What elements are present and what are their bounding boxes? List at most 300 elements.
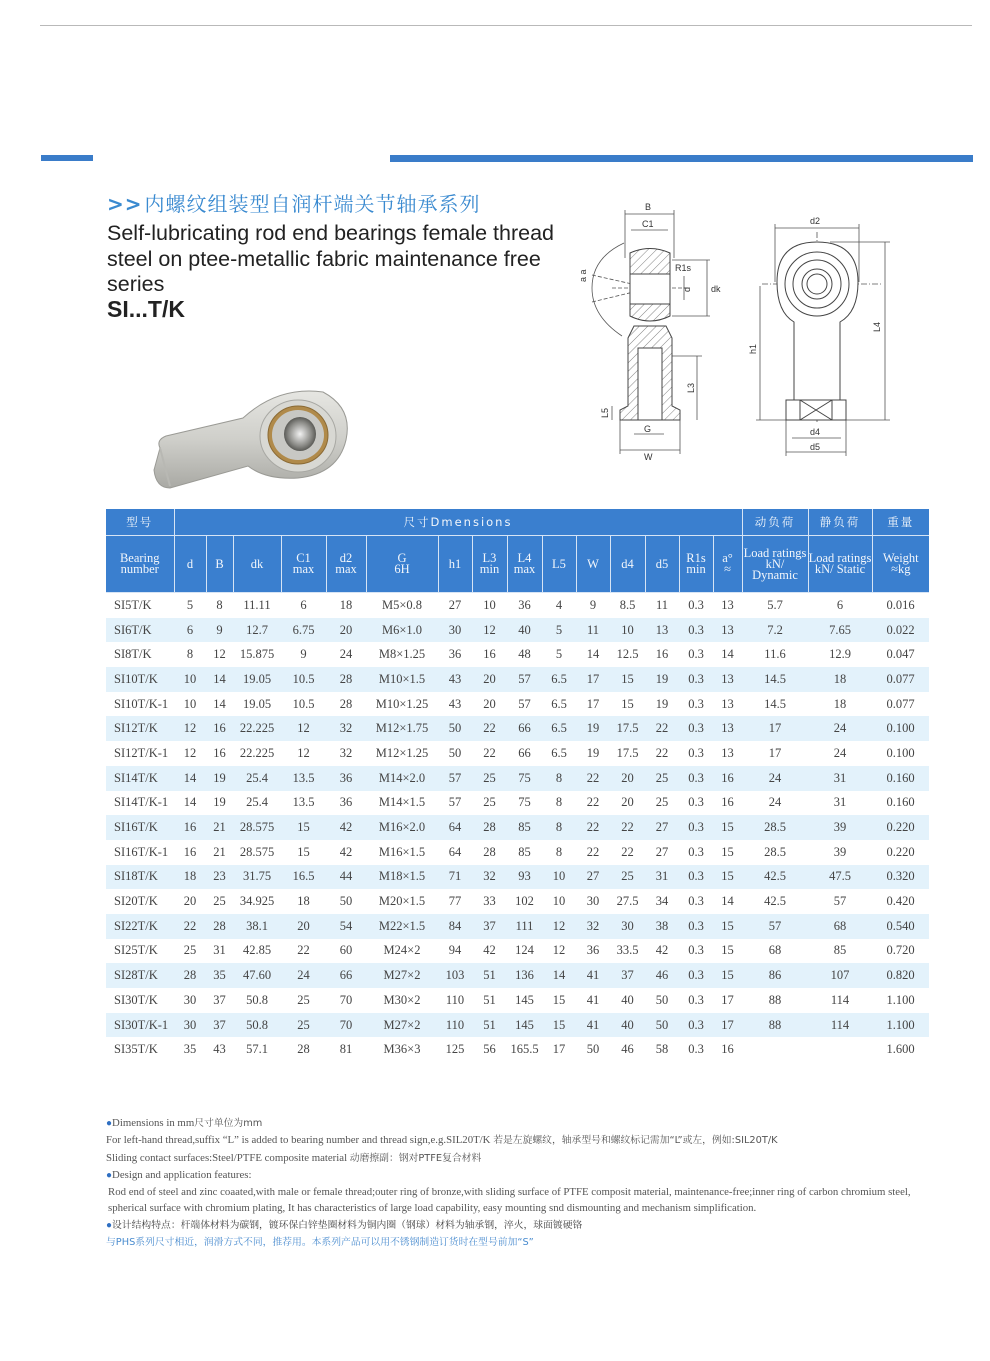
value-cell: 51 bbox=[472, 988, 507, 1013]
value-cell: 125 bbox=[438, 1037, 472, 1062]
value-cell: 114 bbox=[808, 1013, 872, 1038]
value-cell: 22 bbox=[576, 840, 610, 865]
value-cell: 27 bbox=[438, 593, 472, 618]
value-cell: 0.3 bbox=[679, 914, 713, 939]
value-cell: 19.05 bbox=[233, 692, 281, 717]
svg-text:dk: dk bbox=[711, 284, 721, 294]
value-cell: 28 bbox=[472, 815, 507, 840]
value-cell: 19 bbox=[645, 692, 679, 717]
value-cell: 0.420 bbox=[872, 889, 929, 914]
table-row bbox=[106, 939, 929, 964]
value-cell: 22 bbox=[576, 766, 610, 791]
value-cell: 0.3 bbox=[679, 593, 713, 618]
value-cell: M10×1.25 bbox=[366, 692, 438, 717]
value-cell: 0.220 bbox=[872, 815, 929, 840]
value-cell: 25 bbox=[610, 865, 645, 890]
value-cell: 20 bbox=[174, 889, 206, 914]
value-cell: M36×3 bbox=[366, 1037, 438, 1062]
value-cell: 93 bbox=[507, 865, 542, 890]
table-row bbox=[106, 716, 929, 741]
value-cell: M12×1.75 bbox=[366, 716, 438, 741]
value-cell: 43 bbox=[206, 1037, 233, 1062]
value-cell: 5.7 bbox=[742, 593, 808, 618]
value-cell: 68 bbox=[742, 939, 808, 964]
table-row bbox=[106, 963, 929, 988]
value-cell: 37 bbox=[206, 1013, 233, 1038]
value-cell: M16×1.5 bbox=[366, 840, 438, 865]
value-cell: 30 bbox=[174, 1013, 206, 1038]
bearing-number-cell: SI16T/K-1 bbox=[106, 840, 174, 865]
bearing-number-cell: SI12T/K bbox=[106, 716, 174, 741]
column-header: d5 bbox=[645, 536, 679, 593]
value-cell: 15 bbox=[610, 692, 645, 717]
value-cell: 5 bbox=[542, 618, 576, 643]
value-cell: 0.3 bbox=[679, 1013, 713, 1038]
header-model-cn: 型号 bbox=[106, 509, 174, 536]
value-cell: 30 bbox=[576, 889, 610, 914]
value-cell: 42 bbox=[326, 815, 366, 840]
value-cell: 25 bbox=[645, 766, 679, 791]
value-cell: 64 bbox=[438, 815, 472, 840]
value-cell: 4 bbox=[542, 593, 576, 618]
value-cell: 16 bbox=[174, 815, 206, 840]
value-cell: 50.8 bbox=[233, 1013, 281, 1038]
value-cell: 36 bbox=[326, 791, 366, 816]
table-row bbox=[106, 840, 929, 865]
bearing-number-cell: SI5T/K bbox=[106, 593, 174, 618]
value-cell: 20 bbox=[326, 618, 366, 643]
bullet-icon: ● bbox=[106, 1219, 113, 1231]
value-cell: 145 bbox=[507, 1013, 542, 1038]
accent-bar-right bbox=[390, 155, 973, 162]
svg-text:G: G bbox=[644, 424, 652, 434]
value-cell: 41 bbox=[576, 963, 610, 988]
column-header: d4 bbox=[610, 536, 645, 593]
value-cell: 28 bbox=[206, 914, 233, 939]
value-cell: 40 bbox=[610, 1013, 645, 1038]
top-rule bbox=[40, 25, 972, 26]
value-cell: 22 bbox=[472, 716, 507, 741]
value-cell: 9 bbox=[281, 642, 326, 667]
value-cell: 47.5 bbox=[808, 865, 872, 890]
value-cell: 14.5 bbox=[742, 667, 808, 692]
value-cell: 1.100 bbox=[872, 988, 929, 1013]
value-cell: 165.5 bbox=[507, 1037, 542, 1062]
value-cell: 13 bbox=[645, 618, 679, 643]
label-B: B bbox=[645, 202, 652, 212]
side-section-diagram bbox=[572, 198, 748, 462]
title-en: Self-lubricating rod end bearings female thread steel on ptee-metallic fabric maintenance free series bbox=[107, 221, 554, 296]
svg-text:L5: L5 bbox=[600, 407, 610, 418]
value-cell: 0.3 bbox=[679, 988, 713, 1013]
value-cell: 16 bbox=[645, 642, 679, 667]
value-cell: 22.225 bbox=[233, 716, 281, 741]
svg-text:R1s: R1s bbox=[675, 263, 692, 273]
value-cell: 37 bbox=[472, 914, 507, 939]
value-cell: 39 bbox=[808, 840, 872, 865]
value-cell: 9 bbox=[206, 618, 233, 643]
value-cell: 46 bbox=[645, 963, 679, 988]
column-header: d2 max bbox=[326, 536, 366, 593]
column-header: L5 bbox=[542, 536, 576, 593]
value-cell: 16 bbox=[206, 716, 233, 741]
header-dynamic-cn: 动负荷 bbox=[742, 509, 808, 536]
value-cell: 15 bbox=[713, 939, 742, 964]
svg-text:L4: L4 bbox=[872, 321, 882, 332]
value-cell: 10 bbox=[542, 889, 576, 914]
value-cell: 12 bbox=[472, 618, 507, 643]
column-header: B bbox=[206, 536, 233, 593]
table-row bbox=[106, 1013, 929, 1038]
value-cell: 22 bbox=[472, 741, 507, 766]
value-cell: 25 bbox=[281, 988, 326, 1013]
value-cell: 8 bbox=[542, 791, 576, 816]
value-cell: 22 bbox=[576, 815, 610, 840]
value-cell: 10.5 bbox=[281, 692, 326, 717]
value-cell: M30×2 bbox=[366, 988, 438, 1013]
value-cell: 0.3 bbox=[679, 1037, 713, 1062]
value-cell: 25 bbox=[281, 1013, 326, 1038]
value-cell: 48 bbox=[507, 642, 542, 667]
header-static-cn: 静负荷 bbox=[808, 509, 872, 536]
table-row bbox=[106, 889, 929, 914]
bearing-number-cell: SI10T/K bbox=[106, 667, 174, 692]
value-cell: 27.5 bbox=[610, 889, 645, 914]
value-cell: 16 bbox=[472, 642, 507, 667]
value-cell: 19 bbox=[576, 741, 610, 766]
value-cell: 33.5 bbox=[610, 939, 645, 964]
value-cell: 35 bbox=[174, 1037, 206, 1062]
table-row bbox=[106, 692, 929, 717]
value-cell: 16 bbox=[174, 840, 206, 865]
value-cell: 31 bbox=[808, 791, 872, 816]
value-cell: 14.5 bbox=[742, 692, 808, 717]
value-cell: 0.3 bbox=[679, 692, 713, 717]
value-cell: 22 bbox=[610, 840, 645, 865]
value-cell: 6 bbox=[281, 593, 326, 618]
value-cell: 6.5 bbox=[542, 667, 576, 692]
bullet-icon: ● bbox=[106, 1169, 113, 1181]
value-cell: 0.3 bbox=[679, 741, 713, 766]
value-cell: 0.022 bbox=[872, 618, 929, 643]
value-cell: 0.100 bbox=[872, 716, 929, 741]
value-cell: 145 bbox=[507, 988, 542, 1013]
value-cell: 28 bbox=[472, 840, 507, 865]
value-cell: 28.5 bbox=[742, 815, 808, 840]
value-cell: 50 bbox=[645, 988, 679, 1013]
value-cell: 81 bbox=[326, 1037, 366, 1062]
value-cell: 22 bbox=[174, 914, 206, 939]
note-design-cn: ●设计结构特点：杆端体材料为碳钢，镀环保白锌垫圈材料为铜内圈（钢球）材料为轴承钢，淬火，球面镀硬铬 bbox=[106, 1219, 583, 1231]
value-cell: 12 bbox=[281, 716, 326, 741]
column-header: C1 max bbox=[281, 536, 326, 593]
bearing-number-cell: SI30T/K bbox=[106, 988, 174, 1013]
value-cell: 0.3 bbox=[679, 667, 713, 692]
value-cell: 42.5 bbox=[742, 889, 808, 914]
column-header: L4 max bbox=[507, 536, 542, 593]
value-cell: 10 bbox=[542, 865, 576, 890]
value-cell: 17 bbox=[742, 741, 808, 766]
value-cell: 0.3 bbox=[679, 766, 713, 791]
value-cell: 14 bbox=[713, 889, 742, 914]
column-header: Bearing number bbox=[106, 536, 174, 593]
svg-text:C1: C1 bbox=[642, 219, 654, 229]
value-cell: 13 bbox=[713, 618, 742, 643]
value-cell: 15 bbox=[542, 1013, 576, 1038]
value-cell: 0.100 bbox=[872, 741, 929, 766]
value-cell: 0.3 bbox=[679, 963, 713, 988]
value-cell: 66 bbox=[507, 716, 542, 741]
value-cell: 28.5 bbox=[742, 840, 808, 865]
value-cell: 10 bbox=[472, 593, 507, 618]
value-cell: 75 bbox=[507, 766, 542, 791]
value-cell: 8 bbox=[174, 642, 206, 667]
bullet-icon: ● bbox=[106, 1118, 113, 1129]
value-cell: 5 bbox=[542, 642, 576, 667]
value-cell: 41 bbox=[576, 1013, 610, 1038]
value-cell: 35 bbox=[206, 963, 233, 988]
table-row bbox=[106, 815, 929, 840]
value-cell: 110 bbox=[438, 1013, 472, 1038]
value-cell: 28 bbox=[281, 1037, 326, 1062]
value-cell: 8.5 bbox=[610, 593, 645, 618]
value-cell: 19 bbox=[206, 791, 233, 816]
value-cell: 19.05 bbox=[233, 667, 281, 692]
value-cell: 22 bbox=[645, 741, 679, 766]
value-cell: 42.85 bbox=[233, 939, 281, 964]
column-header: L3 min bbox=[472, 536, 507, 593]
value-cell: 10 bbox=[174, 667, 206, 692]
value-cell: M5×0.8 bbox=[366, 593, 438, 618]
value-cell: 6 bbox=[174, 618, 206, 643]
value-cell: 21 bbox=[206, 815, 233, 840]
bearing-number-cell: SI6T/K bbox=[106, 618, 174, 643]
notes-section bbox=[106, 1115, 936, 1251]
value-cell: 13 bbox=[713, 716, 742, 741]
value-cell: 60 bbox=[326, 939, 366, 964]
value-cell: 11.11 bbox=[233, 593, 281, 618]
bearing-number-cell: SI30T/K-1 bbox=[106, 1013, 174, 1038]
rod-end-bearing-photo bbox=[148, 378, 358, 496]
value-cell: 22 bbox=[576, 791, 610, 816]
value-cell: 36 bbox=[326, 766, 366, 791]
value-cell: M10×1.5 bbox=[366, 667, 438, 692]
svg-text:L3: L3 bbox=[686, 382, 696, 393]
value-cell: 31.75 bbox=[233, 865, 281, 890]
value-cell: 136 bbox=[507, 963, 542, 988]
value-cell: 17 bbox=[576, 692, 610, 717]
value-cell: 16 bbox=[206, 741, 233, 766]
value-cell: 0.3 bbox=[679, 791, 713, 816]
value-cell: 0.3 bbox=[679, 889, 713, 914]
value-cell: 7.2 bbox=[742, 618, 808, 643]
value-cell: 25 bbox=[174, 939, 206, 964]
value-cell: 0.720 bbox=[872, 939, 929, 964]
value-cell: 15 bbox=[713, 914, 742, 939]
value-cell: 15.875 bbox=[233, 642, 281, 667]
column-header: a° ≈ bbox=[713, 536, 742, 593]
value-cell: 37 bbox=[206, 988, 233, 1013]
value-cell: 57 bbox=[438, 766, 472, 791]
value-cell: 15 bbox=[281, 840, 326, 865]
value-cell: M27×2 bbox=[366, 1013, 438, 1038]
value-cell: M12×1.25 bbox=[366, 741, 438, 766]
value-cell: 13.5 bbox=[281, 766, 326, 791]
value-cell bbox=[808, 1037, 872, 1062]
value-cell: 17 bbox=[742, 716, 808, 741]
value-cell: 5 bbox=[174, 593, 206, 618]
value-cell: 24 bbox=[742, 766, 808, 791]
value-cell: M8×1.25 bbox=[366, 642, 438, 667]
value-cell: 40 bbox=[507, 618, 542, 643]
value-cell: 51 bbox=[472, 963, 507, 988]
value-cell: 12.9 bbox=[808, 642, 872, 667]
bearing-number-cell: SI18T/K bbox=[106, 865, 174, 890]
bearing-number-cell: SI35T/K bbox=[106, 1037, 174, 1062]
value-cell: 33 bbox=[472, 889, 507, 914]
table-row bbox=[106, 741, 929, 766]
value-cell: 57 bbox=[438, 791, 472, 816]
value-cell: 0.047 bbox=[872, 642, 929, 667]
value-cell: M22×1.5 bbox=[366, 914, 438, 939]
table-row bbox=[106, 642, 929, 667]
value-cell: M24×2 bbox=[366, 939, 438, 964]
table-row bbox=[106, 667, 929, 692]
value-cell: 31 bbox=[645, 865, 679, 890]
bearing-number-cell: SI10T/K-1 bbox=[106, 692, 174, 717]
table-row bbox=[106, 988, 929, 1013]
value-cell: 15 bbox=[610, 667, 645, 692]
value-cell: 57 bbox=[742, 914, 808, 939]
value-cell: 50 bbox=[576, 1037, 610, 1062]
value-cell: M16×2.0 bbox=[366, 815, 438, 840]
value-cell: 11 bbox=[576, 618, 610, 643]
svg-text:d: d bbox=[682, 286, 692, 292]
value-cell: 50 bbox=[326, 889, 366, 914]
svg-text:d2: d2 bbox=[810, 216, 821, 226]
value-cell: 18 bbox=[281, 889, 326, 914]
bearing-number-cell: SI25T/K bbox=[106, 939, 174, 964]
value-cell: 25 bbox=[472, 766, 507, 791]
value-cell: 22 bbox=[281, 939, 326, 964]
value-cell: 36 bbox=[507, 593, 542, 618]
value-cell: 16.5 bbox=[281, 865, 326, 890]
value-cell: 6.75 bbox=[281, 618, 326, 643]
value-cell: 38 bbox=[645, 914, 679, 939]
value-cell: 57 bbox=[808, 889, 872, 914]
value-cell: 43 bbox=[438, 692, 472, 717]
column-header: dk bbox=[233, 536, 281, 593]
front-view-diagram bbox=[742, 202, 910, 458]
value-cell: 42 bbox=[645, 939, 679, 964]
value-cell: 17 bbox=[542, 1037, 576, 1062]
value-cell: 39 bbox=[808, 815, 872, 840]
svg-text:a a: a a bbox=[578, 269, 588, 282]
value-cell: 31 bbox=[206, 939, 233, 964]
value-cell: 66 bbox=[326, 963, 366, 988]
value-cell: 12 bbox=[174, 716, 206, 741]
value-cell: 107 bbox=[808, 963, 872, 988]
value-cell: 10.5 bbox=[281, 667, 326, 692]
value-cell: 19 bbox=[576, 716, 610, 741]
value-cell: 42.5 bbox=[742, 865, 808, 890]
value-cell: 25.4 bbox=[233, 791, 281, 816]
value-cell: 70 bbox=[326, 988, 366, 1013]
value-cell: 11 bbox=[645, 593, 679, 618]
value-cell: 71 bbox=[438, 865, 472, 890]
value-cell: 50 bbox=[438, 716, 472, 741]
value-cell: 28 bbox=[326, 692, 366, 717]
value-cell: 0.160 bbox=[872, 766, 929, 791]
value-cell: 50 bbox=[645, 1013, 679, 1038]
value-cell: 20 bbox=[472, 667, 507, 692]
table-row bbox=[106, 791, 929, 816]
value-cell: 0.820 bbox=[872, 963, 929, 988]
table-row bbox=[106, 914, 929, 939]
table-row bbox=[106, 1037, 929, 1062]
value-cell: 13 bbox=[713, 741, 742, 766]
value-cell: 16 bbox=[713, 791, 742, 816]
bearing-number-cell: SI12T/K-1 bbox=[106, 741, 174, 766]
value-cell: 41 bbox=[576, 988, 610, 1013]
value-cell: 27 bbox=[645, 815, 679, 840]
column-header: Load ratings kN/ Dynamic bbox=[742, 536, 808, 593]
value-cell: 77 bbox=[438, 889, 472, 914]
table-row bbox=[106, 766, 929, 791]
value-cell: 36 bbox=[438, 642, 472, 667]
value-cell: 13 bbox=[713, 692, 742, 717]
value-cell: 111 bbox=[507, 914, 542, 939]
bearing-number-cell: SI16T/K bbox=[106, 815, 174, 840]
value-cell: 57.1 bbox=[233, 1037, 281, 1062]
value-cell: 30 bbox=[174, 988, 206, 1013]
value-cell: 14 bbox=[542, 963, 576, 988]
value-cell: 0.320 bbox=[872, 865, 929, 890]
svg-text:d4: d4 bbox=[810, 427, 821, 437]
svg-text:h1: h1 bbox=[748, 343, 758, 354]
value-cell: 9 bbox=[576, 593, 610, 618]
bearing-number-cell: SI20T/K bbox=[106, 889, 174, 914]
value-cell: 14 bbox=[174, 791, 206, 816]
note-units: ●Dimensions in mm尺寸单位为mm bbox=[106, 1117, 263, 1129]
value-cell: 40 bbox=[610, 988, 645, 1013]
value-cell: 27 bbox=[645, 840, 679, 865]
value-cell: 37 bbox=[610, 963, 645, 988]
header-dimensions: 尺寸Dmensions bbox=[174, 509, 742, 536]
value-cell: 8 bbox=[542, 815, 576, 840]
value-cell: 18 bbox=[174, 865, 206, 890]
value-cell: 28.575 bbox=[233, 840, 281, 865]
value-cell: 56 bbox=[472, 1037, 507, 1062]
value-cell: 32 bbox=[576, 914, 610, 939]
bearing-number-cell: SI8T/K bbox=[106, 642, 174, 667]
value-cell: 31 bbox=[808, 766, 872, 791]
value-cell: 110 bbox=[438, 988, 472, 1013]
value-cell: 94 bbox=[438, 939, 472, 964]
value-cell: 12 bbox=[174, 741, 206, 766]
value-cell: 86 bbox=[742, 963, 808, 988]
value-cell: 14 bbox=[206, 692, 233, 717]
value-cell: 7.65 bbox=[808, 618, 872, 643]
value-cell: 64 bbox=[438, 840, 472, 865]
value-cell: 22.225 bbox=[233, 741, 281, 766]
value-cell: 22 bbox=[645, 716, 679, 741]
value-cell: 20 bbox=[610, 791, 645, 816]
value-cell: 68 bbox=[808, 914, 872, 939]
value-cell: 19 bbox=[206, 766, 233, 791]
value-cell: 13 bbox=[713, 667, 742, 692]
table-row bbox=[106, 593, 929, 618]
